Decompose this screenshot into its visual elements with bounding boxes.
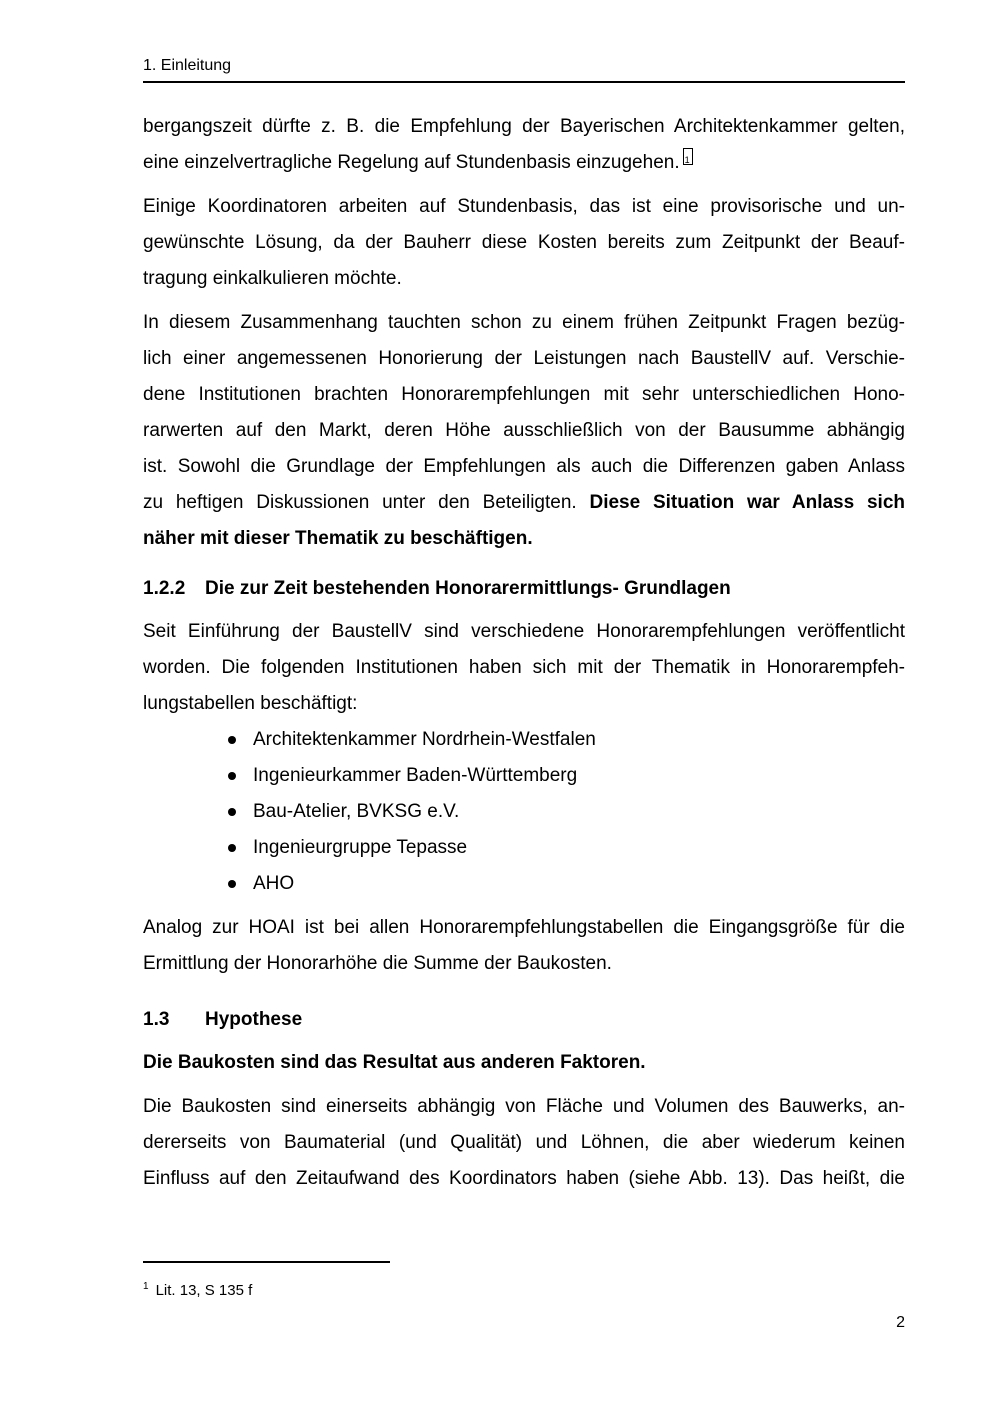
text-line: worden. Die folgenden Institutionen haben sich mit der Thematik in Honorarempfeh-	[143, 657, 905, 678]
bullet-icon	[228, 772, 236, 780]
text-line: Einige Koordinatoren arbeiten auf Stundenbasis, das ist eine provisorische und un-	[143, 196, 905, 217]
page-number: 2	[896, 1314, 905, 1331]
bullet-icon	[228, 844, 236, 852]
text-line: In diesem Zusammenhang tauchten schon zu einem frühen Zeitpunkt Fragen bezüg-	[143, 312, 905, 333]
section-number: 1.3	[143, 1009, 170, 1030]
paragraph-6	[143, 1045, 905, 1081]
body-text	[143, 109, 905, 1197]
page-content	[143, 56, 905, 1205]
footnote-separator	[143, 1261, 390, 1263]
text-line: gewünschte Lösung, da der Bauherr diese Kosten bereits zum Zeitpunkt der Beauf-	[143, 232, 905, 253]
section-title: Die zur Zeit bestehenden Honorarermittlungs- Grundlagen	[205, 578, 731, 599]
text-line: Analog zur HOAI ist bei allen Honorarempfehlungstabellen die Eingangsgröße für die	[143, 917, 905, 938]
text-line: Die Baukosten sind einerseits abhängig von Fläche und Volumen des Bauwerks, an-	[143, 1096, 905, 1117]
institution-list	[143, 722, 905, 902]
section-heading-1-3	[143, 1002, 905, 1038]
text-line: Die Baukosten sind das Resultat aus anderen Faktoren.	[143, 1052, 646, 1073]
text-segment: zu heftigen Diskussionen unter den Beteiligten.	[143, 492, 577, 513]
text-line: dene Institutionen brachten Honorarempfehlungen mit sehr unterschiedlichen Hono-	[143, 384, 905, 405]
text-line: bergangszeit dürfte z. B. die Empfehlung der Bayerischen Architektenkammer gelten,	[143, 116, 905, 137]
list-item-text: Ingenieurgruppe Tepasse	[253, 837, 468, 858]
text-line: Ermittlung der Honorarhöhe die Summe der Baukosten.	[143, 953, 612, 974]
text-line	[143, 145, 905, 181]
footnote-area	[143, 1261, 390, 1300]
bullet-icon	[228, 880, 236, 888]
paragraph-2	[143, 189, 905, 297]
bold-text-segment: Diese Situation war Anlass sich	[589, 492, 905, 513]
list-item-text: Architektenkammer Nordrhein-Westfalen	[253, 729, 596, 750]
paragraph-4	[143, 614, 905, 722]
bullet-icon	[228, 808, 236, 816]
section-number: 1.2.2	[143, 578, 186, 599]
running-header: 1. Einleitung	[143, 56, 905, 83]
text-line: lungstabellen beschäftigt:	[143, 693, 358, 714]
footnote-ref-number: 1	[684, 155, 690, 165]
list-item	[143, 722, 905, 758]
paragraph-7	[143, 1089, 905, 1197]
footnote-marker: 1	[143, 1281, 149, 1292]
footnote	[143, 1278, 390, 1300]
text-line: dererseits von Baumaterial (und Qualität) und Löhnen, die aber wiederum keinen	[143, 1132, 905, 1153]
text-line: ist. Sowohl die Grundlage der Empfehlungen als auch die Differenzen gaben Anlass	[143, 456, 905, 477]
list-item-text: Bau-Atelier, BVKSG e.V.	[253, 801, 460, 822]
footnote-ref-box-icon	[683, 148, 693, 165]
paragraph-5	[143, 910, 905, 982]
text-line: lich einer angemessenen Honorierung der Leistungen nach BaustellV auf. Verschie-	[143, 348, 905, 369]
text-line	[143, 485, 905, 521]
list-item	[143, 758, 905, 794]
paragraph-1	[143, 109, 905, 181]
list-item	[143, 794, 905, 830]
list-item-text: Ingenieurkammer Baden-Württemberg	[253, 765, 578, 786]
bullet-icon	[228, 736, 236, 744]
text-segment: eine einzelvertragliche Regelung auf Stundenbasis einzugehen.	[143, 152, 680, 173]
text-line: rarwerten auf den Markt, deren Höhe ausschließlich von der Bausumme abhängig	[143, 420, 905, 441]
paragraph-3	[143, 305, 905, 557]
list-item	[143, 830, 905, 866]
footnote-text: Lit. 13, S 135 f	[155, 1282, 253, 1299]
text-line: Einfluss auf den Zeitaufwand des Koordinators haben (siehe Abb. 13). Das heißt, die	[143, 1168, 905, 1189]
section-title: Hypothese	[205, 1009, 303, 1030]
section-heading-1-2-2	[143, 571, 905, 607]
list-item	[143, 866, 905, 902]
list-item-text: AHO	[253, 873, 295, 894]
text-line: Seit Einführung der BaustellV sind verschiedene Honorarempfehlungen veröffentlicht	[143, 621, 905, 642]
text-line: tragung einkalkulieren möchte.	[143, 268, 402, 289]
text-line: näher mit dieser Thematik zu beschäftigen.	[143, 528, 533, 549]
